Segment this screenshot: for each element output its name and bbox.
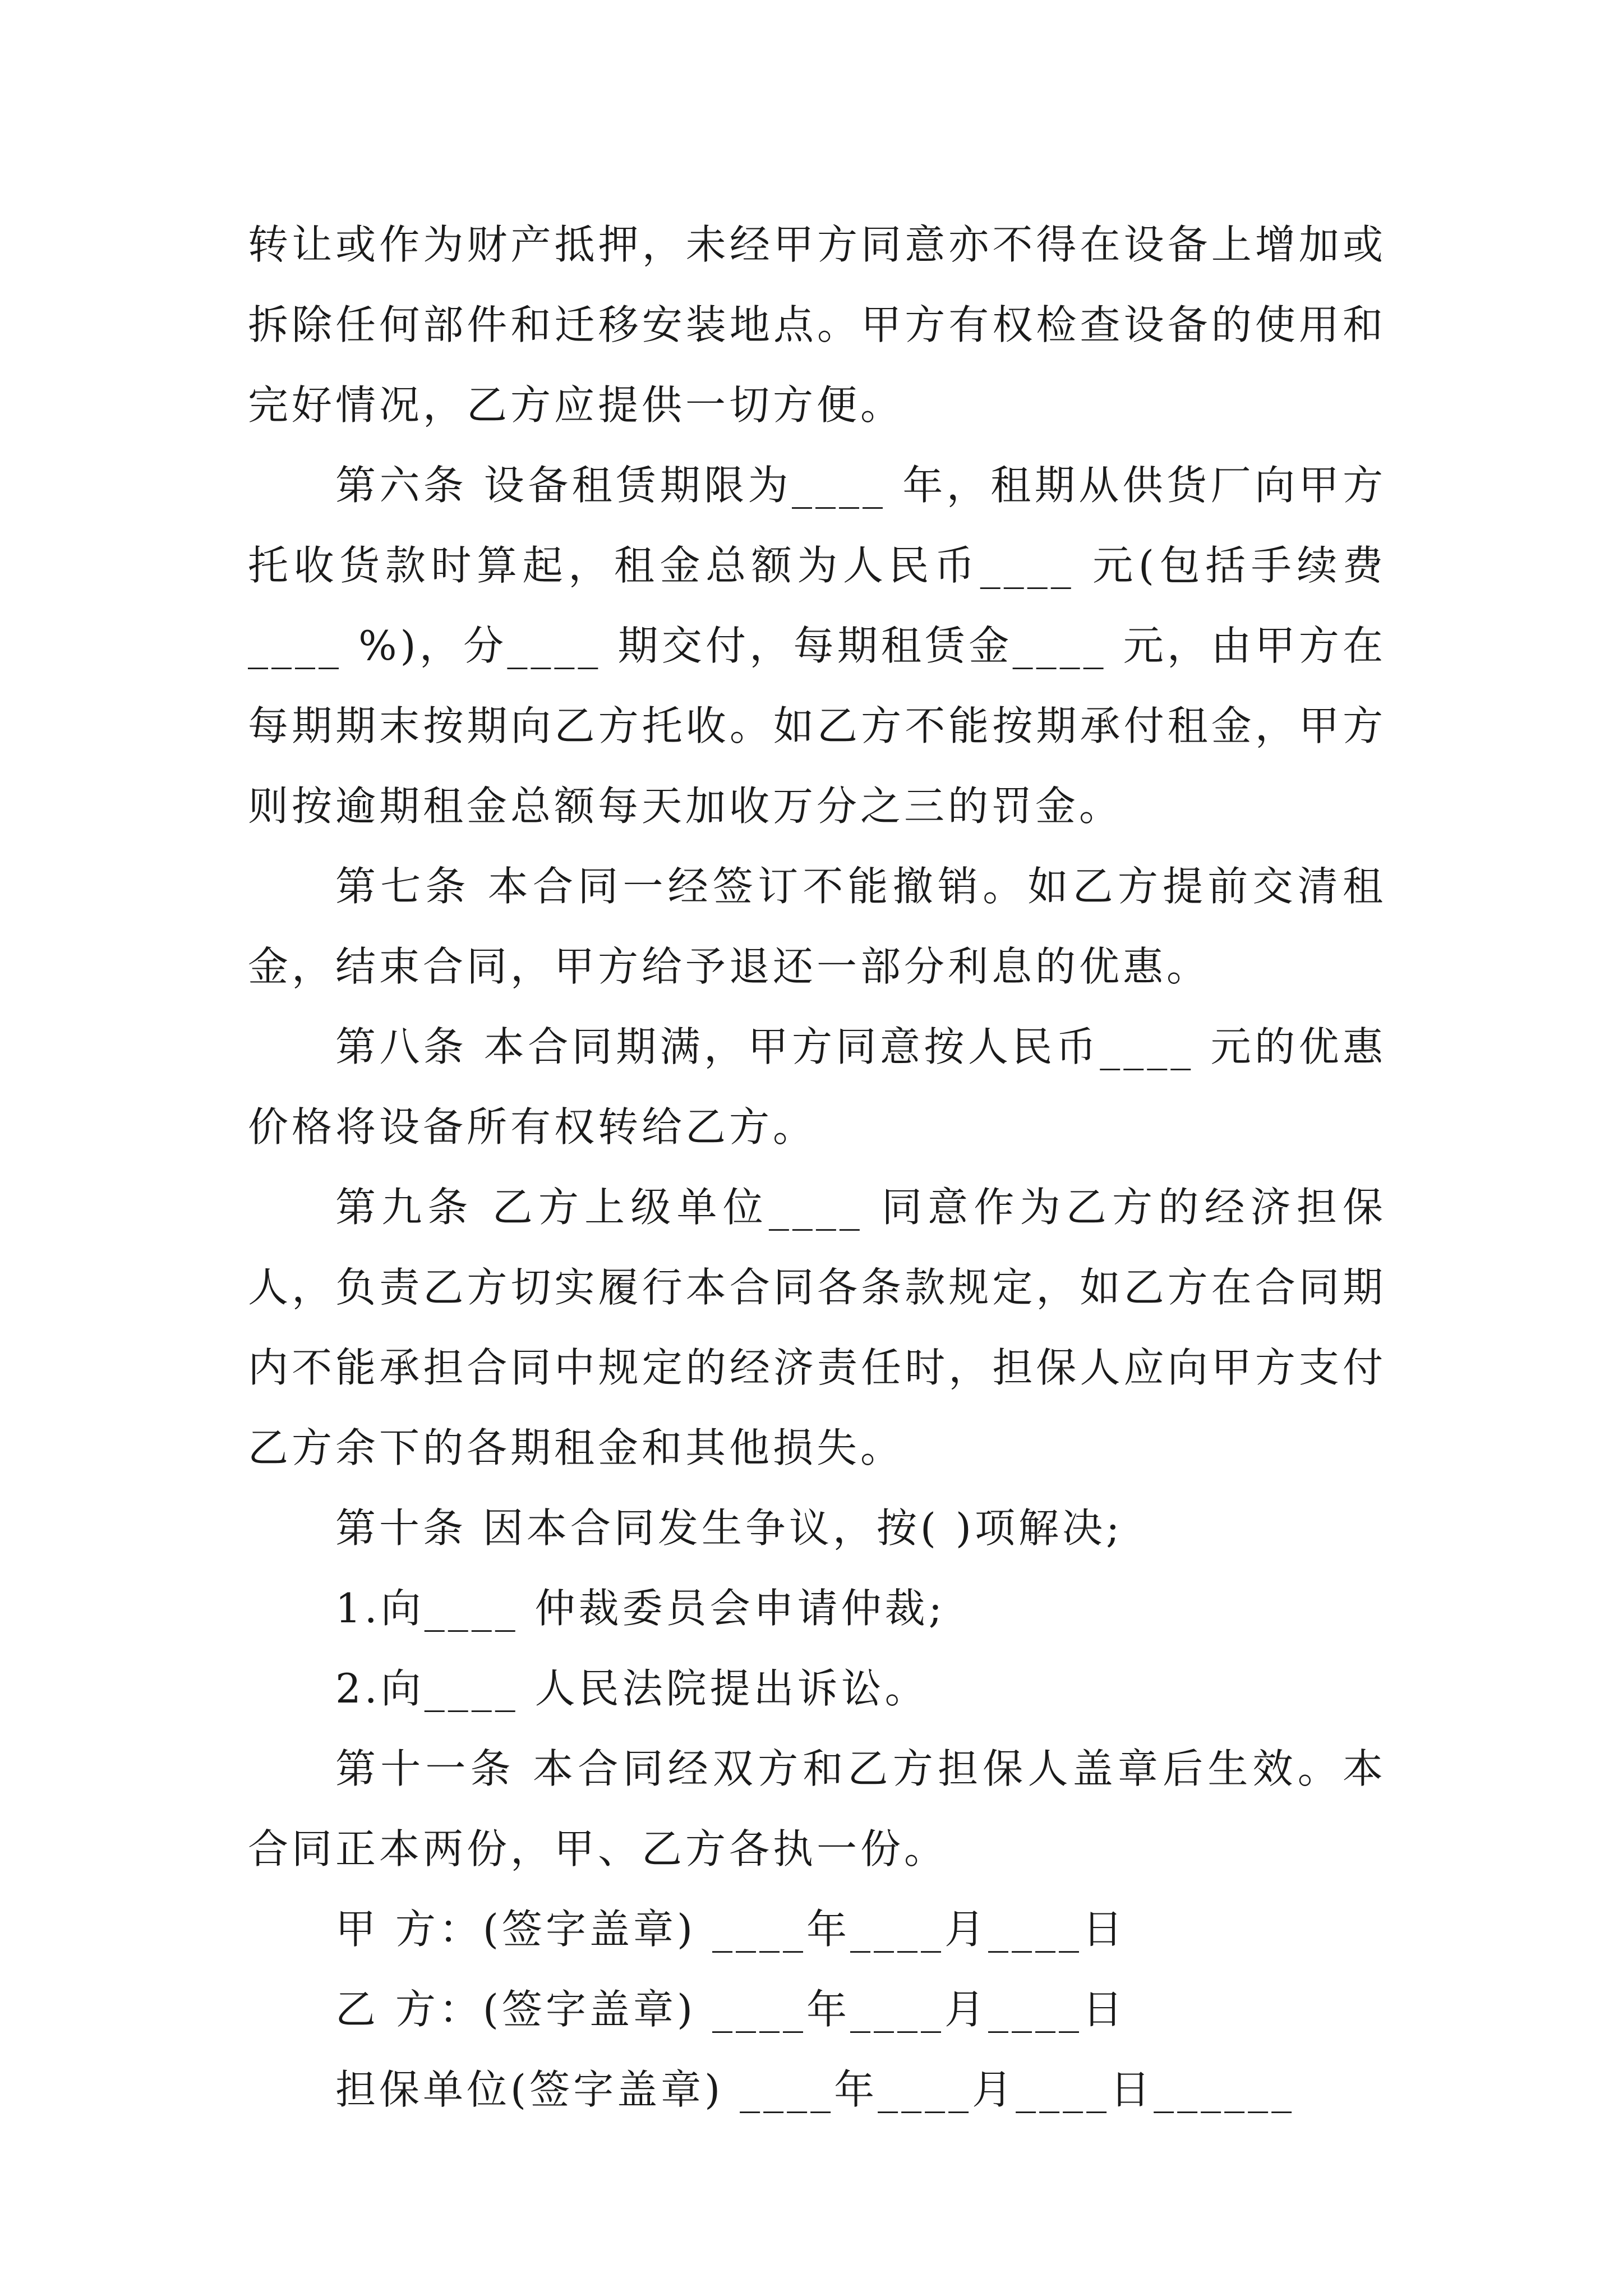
signature-guarantor: 担保单位(签字盖章) ____年____月____日______ bbox=[335, 2066, 1295, 2113]
paragraph-clause-6: 第六条 设备租赁期限为____ 年，租期从供货厂向甲方托收货款时算起，租金总额为人民币____ 元(包括手续费____ %)，分____ 期交付，每期租赁金____ 元，由甲方在每期期末按期向乙方托收。如乙方不能按期承付租金，甲方则按逾期租金总额每天加收万分之三的罚金。 bbox=[248, 462, 1386, 830]
document-body bbox=[248, 205, 1386, 2130]
signature-party-a: 甲 方：(签字盖章) ____年____月____日 bbox=[335, 1906, 1126, 1953]
paragraph-clause-9: 第九条 乙方上级单位____ 同意作为乙方的经济担保人，负责乙方切实履行本合同各条款规定，如乙方在合同期内不能承担合同中规定的经济责任时，担保人应向甲方支付乙方余下的各期租金和其他损失。 bbox=[248, 1184, 1386, 1471]
paragraph-clause-8: 第八条 本合同期满，甲方同意按人民币____ 元的优惠价格将设备所有权转给乙方。 bbox=[248, 1023, 1386, 1151]
paragraph-clause-7: 第七条 本合同一经签订不能撤销。如乙方提前交清租金，结束合同，甲方给予退还一部分利息的优惠。 bbox=[248, 863, 1386, 990]
signature-party-b: 乙 方：(签字盖章) ____年____月____日 bbox=[335, 1986, 1126, 2033]
paragraph-option-2: 2.向____ 人民法院提出诉讼。 bbox=[335, 1665, 929, 1712]
paragraph-clause-11: 第十一条 本合同经双方和乙方担保人盖章后生效。本合同正本两份，甲、乙方各执一份。 bbox=[248, 1745, 1386, 1872]
paragraph-clause-10: 第十条 因本合同发生争议，按( )项解决; bbox=[335, 1504, 1123, 1552]
paragraph-option-1: 1.向____ 仲裁委员会申请仲裁; bbox=[335, 1585, 946, 1632]
paragraph-continuation: 转让或作为财产抵押，未经甲方同意亦不得在设备上增加或拆除任何部件和迁移安装地点。甲方有权检查设备的使用和完好情况，乙方应提供一切方便。 bbox=[248, 221, 1386, 429]
